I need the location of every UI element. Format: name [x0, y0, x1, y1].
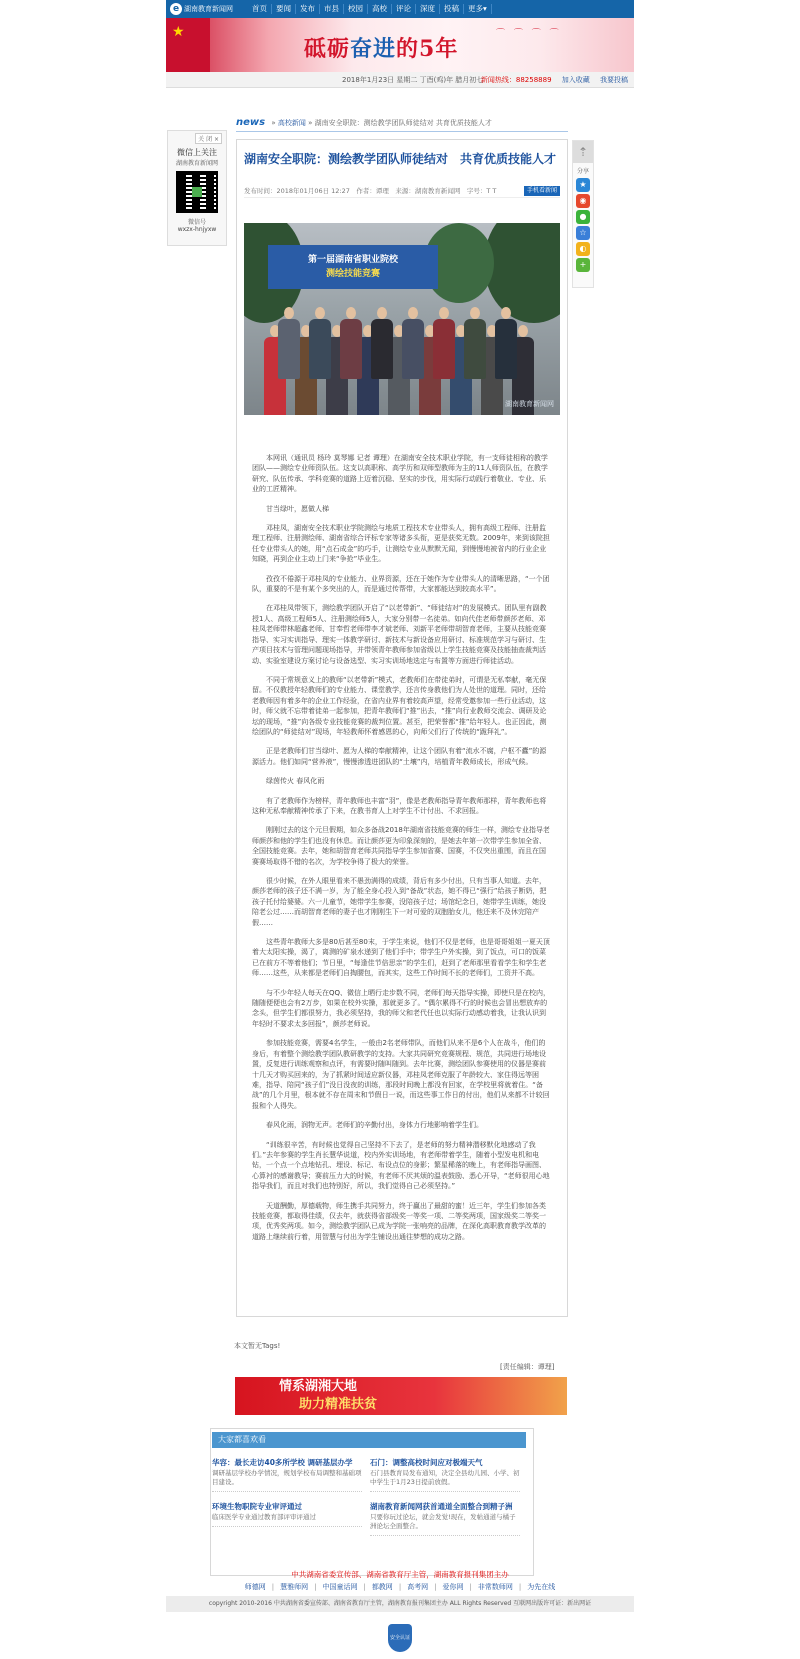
qr-code-icon [176, 171, 218, 213]
logo-e-icon: e [170, 3, 182, 15]
article-paragraph: 刚刚过去的这个元旦假期，如众多备战2018年湖南省技能竞赛的师生一样，测绘专业指导老师颜莎和他的学生们也没有休息。而让颜莎更为印象深刻的，是她去年第一次带学生参加全省、全国技能竞赛。去年，她和胡智育老师共同指导学生参加省赛、国赛，不仅突出重围，而且在国赛赛场取得不错的名次，为学校争得了极大的荣誉。 [252, 826, 550, 866]
article-paragraph: 参加技能竞赛，需要4名学生，一般由2名老师带队，而他们从来不是6个人在战斗，他们的身后，有着整个测绘教学团队教研教学的支持。大家共同研究竞赛规程、规范，共同进行场地设置，反复进行训练观察和点评，有需要时随叫随到。去年比赛，测绘团队参赛使用的仪器是赛前十几天才购买回来的，为了抓紧时间适应新仪器，邓桂凤老师克服了年龄较大、家住得远等困难，指导、陪同“孩子们”没日没夜的训练，那段时间晚上都没有回家，在学校里将就着住。“备战”的几个月里，根本就不存在周末和节假日一说，而这些事工作日的付出，他们从来都不计较回报和个人得失。 [252, 1039, 550, 1110]
recommend-item-desc: 只要你玩过论坛，就会发觉!现在，发帖通道与橘子洲论坛全面整合。 [370, 1513, 516, 1530]
wechat-qr-box [167, 130, 227, 246]
article-paragraph: 与不少年轻人每天在QQ、微信上晒行走步数不同，老师们每天指导实操，即使只是在校内，随随便便也会有2万步，如果在校外实操，那就更多了。“偶尔累得不行的时候也会冒出想放弃的念头，但学生们都很努力，我必须坚持，我的师父和老代任也以实际行动感动着我，让我认识到年轻时不要求太多回报”，颜莎老师说。 [252, 988, 551, 1028]
site-logo[interactable] [170, 2, 244, 16]
article-photo [244, 223, 560, 415]
mobile-news-button[interactable]: 手机看新闻 [524, 186, 560, 196]
breadcrumb-category[interactable]: 高校新闻 [277, 119, 306, 127]
recommend-item-title[interactable]: 环境生物职院专业审评通过 [212, 1502, 302, 1511]
article-paragraph: 绿茵传火 春风化雨 [266, 777, 325, 786]
person-head [346, 307, 356, 319]
article-tags: 本文暂无Tags! [234, 1342, 281, 1350]
person-figure [309, 319, 331, 379]
badge-label: 安全认证 [389, 1635, 410, 1641]
person-figure [495, 319, 517, 379]
breadcrumb-sep: » [271, 119, 276, 127]
recommend-item-desc: 调研基层学校办学情况，规划学校布局调整和基础项目建设。 [212, 1469, 362, 1486]
recommend-title: 大家都喜欢看 [212, 1432, 526, 1448]
footer-link-divider: | [469, 1583, 472, 1591]
date-text: 2018年1月23日 星期二 丁酉(鸡)年 腊月初七 [342, 76, 484, 84]
banner-title-c: 的5年 [396, 36, 459, 62]
person-head [439, 307, 449, 319]
article-paragraph: 不同于常规意义上的教师“以老带新”模式，老教师们在带徒弟时，可谓是无私奉献，毫无保留。不仅教授年轻教师们的专业能力、课堂教学，还言传身教他们为人处世的道理。同时，还给老教师因有着多年的企业工作经验，在省内业界有着较高声望，经常受邀参加一些行业活动，这时，师父就不忘带着徒弟一起参加，把青年教师们“推”出去，“推”向行业教师交流会、调研及论坛的现场，“推”向各级专业技能竞赛的裁判位置。甚至，把荣誉都“推”给年轻人。也正因此，测绘团队的“师徒结对”现场，年轻教师怀着感恩的心，向师父们行了传统的“跪拜礼”。 [252, 675, 547, 736]
article-paragraph: 邓桂凤，湖南安全技术职业学院测绘与地质工程技术专业带头人，拥有高级工程师、注册监理工程师、注册测绘师、湖南省综合评标专家等诸多头衔，更是获奖无数。2009年，来到该院担任专业带头人的她，用“点石成金”的巧手，让测绘专业从默默无闻，到慢慢地被省内的行业企业知晓，再到企业主动上门来“争抢”毕业生。 [252, 524, 550, 564]
person-head [518, 325, 528, 337]
qr-wechat-id: wxzx-hnjyxw [177, 226, 217, 233]
article-paragraph: 天道酬勤，厚德载物，师生携手共同努力，终于赢出了最甜的蜜！近三年，学生们参加各类技能竞赛，都取得佳绩，仅去年，就获得省部级奖一等奖一项、二等奖两项，国家级奖二等奖一项，优秀奖两项。如今，测绘教学团队已成为学院一张响亮的品牌，在深化高职教育教学改革的道路上继续前行着，用智慧与付出为学生铺设出通往梦想的成功之路。 [252, 1201, 546, 1241]
footer-link-divider: | [314, 1583, 317, 1591]
photo-banner-line1: 第一届湖南省职业院校 [307, 255, 398, 265]
nav-item[interactable]: 更多▾ [464, 4, 492, 14]
banner-title [304, 32, 458, 63]
article-paragraph: 很少时候，在外人眼里看来不愚劲满得的成绩，背后有多少付出，只有当事人知道。去年，颜莎老师的孩子还不满一岁，为了能全身心投入到“备战”状态，她不得已“强行”给孩子断奶，把孩子托付给婆婆。六一儿童节，她带学生参赛，没陪孩子过；场馆纪念日，她带学生训练，她没陪老公过……而胡智育老师的妻子也才刚刚生下一对可爱的双胞胎女儿，他还来不及休完陪产假…… [252, 877, 547, 927]
article-paragraph: 春风化雨，润物无声。老师们的辛勤付出，身体力行地影响着学生们。 [266, 1121, 483, 1130]
nav-item[interactable]: 投稿 [440, 4, 464, 14]
banner-title-b: 奋进 [350, 36, 397, 62]
recommend-item-title[interactable]: 湖南教育新闻网获首通道全面整合到精子洲 [370, 1502, 513, 1511]
nav-item[interactable]: 要闻 [272, 4, 296, 14]
nav-item[interactable]: 高校 [368, 4, 392, 14]
birds-icon: ⌒ ⌒ ⌒ ⌒ [496, 29, 562, 39]
article-body [252, 453, 552, 1251]
security-badge-icon[interactable] [388, 1624, 412, 1652]
person-figure [433, 319, 455, 379]
submit-article-link[interactable]: 我要投稿 [600, 76, 628, 84]
list-item[interactable] [212, 1458, 362, 1492]
star-icon[interactable]: ☆ [576, 226, 590, 240]
qr-label: 微信号 [187, 219, 206, 226]
share-bar [572, 140, 594, 288]
article-title: 湖南安全职院：测绘教学团队师徒结对 共育优质技能人才 [244, 152, 557, 166]
article-editor: [责任编辑：谭理] [500, 1363, 555, 1371]
footer-link-divider: | [518, 1583, 522, 1591]
nav-item[interactable]: 首页 [248, 4, 272, 14]
add-icon[interactable]: + [576, 258, 590, 272]
flag-icon: ★ [166, 18, 210, 72]
close-button[interactable]: 关 闭 × [195, 133, 222, 144]
footer-link[interactable]: 爱你网 [442, 1583, 464, 1591]
article-paragraph: 在邓桂凤带领下，测绘教学团队开启了“以老带新”、“师徒结对”的发展模式。团队里有副教授1人、高级工程师5人、注册测绘师5人，大家分别带一名徒弟。如向代佳老师带颜莎老师、邓桂凤老师带林超鑫老师、甘奉哲老师带李才斌老师、刘新平老师带胡智育老师，主要从技能竞赛指导、实习实训指导、理实一体教学研讨、新技术与新设备应用研讨、标准规范学习与研讨、生产项目技术与管理问题现场指导，并带领青年教师参加省级以上学生技能竞赛及技能抽查裁判活动、实验室建设方案讨论与设备选型、实习实训场地选定与布置等方面进行师徒活动。 [252, 604, 547, 665]
footer-links [0, 1582, 800, 1592]
article-paragraph: 甘当绿叶，愿做人梯 [266, 504, 329, 513]
breadcrumb-current: 湖南安全职院：测绘教学团队师徒结对 共育优质技能人才 [314, 119, 492, 127]
footer-link[interactable]: 中国童话网 [322, 1583, 358, 1591]
footer-link[interactable]: 为先在线 [527, 1583, 556, 1591]
header-banner [166, 18, 634, 72]
list-item[interactable] [212, 1502, 362, 1527]
article-paragraph: 孜孜不倦源于邓桂凤的专业能力、业界资源，还在于她作为专业带头人的清晰思路，“一个团队，重要的不是有某个多突出的人，而是通过传帮带，大家都能达到较高水平”。 [252, 574, 550, 594]
ad-line2: 助力精准扶贫 [299, 1397, 378, 1412]
recommend-item-desc: 临床医学专业通过教育部评审评通过 [212, 1513, 316, 1521]
list-item[interactable] [370, 1458, 520, 1492]
article-meta [244, 186, 560, 198]
ad-line1: 情系湖湘大地 [279, 1379, 358, 1394]
hotline-number: 88258889 [515, 76, 552, 84]
breadcrumb-sep-2: » [308, 119, 313, 127]
add-favorite-link[interactable]: 加入收藏 [561, 76, 590, 84]
footer-link-divider: | [271, 1583, 275, 1591]
photo-banner [268, 245, 438, 289]
footer-link-divider: | [363, 1583, 366, 1591]
nav-item[interactable]: 校园 [344, 4, 368, 14]
person-head [315, 307, 325, 319]
person-head [501, 307, 511, 319]
article-paragraph: “训练很辛苦，有时候也觉得自己坚持不下去了，是老师的努力精神潜移默化地感动了我们。”去年参赛的学生肖长慧华说道，校内外实训场地，有老师带着学生，随着小型发电机和电钻，一个点一个点地钻孔、埋设、标记、布设点位的身影；繁星稀落的晚上，有老师指导画图、心算衬的感谢教导；赛前压力大的时候，有老师不厌其烦的温表鼓励、悉心开导，“老师很用心地指导我们，而且对我们也特别好，所以，我们觉得自己必须坚持。” [252, 1140, 550, 1191]
article-paragraph: 本网讯（通讯员 杨玲 莫琴娜 记者 谭理）在湖南安全技术职业学院，有一支师徒相称的教学团队——测绘专业师资队伍。这支以高职称、高学历和双师型教师为主的11人师资队伍，在教学研究、队伍传承、学科竞赛的道路上迈着沉稳、坚实的步伐，用实际行动践行着敬业、专业、乐业的工匠精神。 [252, 454, 548, 494]
qr-title: 微信上关注 [177, 148, 217, 157]
recommend-item-desc: 石门县教育局发布通知，决定全县幼儿园、小学、初中学生于1月23日提前放假。 [370, 1469, 520, 1486]
footer-link[interactable]: 非常数师网 [477, 1583, 513, 1591]
qq-icon[interactable]: ◐ [576, 242, 590, 256]
nav-item[interactable]: 深度 [416, 4, 440, 14]
main-nav [248, 0, 492, 18]
poverty-ad-banner[interactable] [235, 1377, 567, 1415]
photo-banner-line2: 测绘技能竞赛 [325, 269, 380, 279]
footer-link-divider: | [398, 1583, 402, 1591]
footer-link[interactable]: 师德网 [244, 1583, 266, 1591]
news-logo: news [236, 117, 266, 128]
footer-link[interactable]: 都教网 [371, 1583, 393, 1591]
photo-watermark: 湖南教育新闻网 [505, 400, 554, 408]
person-head [284, 307, 294, 319]
nav-item[interactable]: 发布 [296, 4, 320, 14]
recommend-item-title[interactable]: 华容：最长走访40多所学校 调研基层办学 [212, 1458, 353, 1467]
copyright: copyright 2010-2016 中共湖南省委宣传部、湖南省教育厅主管，湖南教育报刊集团主办 ALL Rights Reserved 互联网出版许可证：新出网证 [166, 1596, 634, 1612]
person-head [470, 307, 480, 319]
recommend-item-title[interactable]: 石门：调整高校时间应对极端天气 [370, 1458, 483, 1467]
article-paragraph: 正是老教师们甘当绿叶、愿为人梯的奉献精神，让这个团队有着“流水不腐，户枢不蠹”的源源活力。他们如同“营养液”，慢慢渗透进团队的“土壤”内，培植青年教师成长，形成气候。 [252, 747, 547, 766]
footer-sponsor: 中共湖南省委宣传部、湖南省教育厅主管，湖南教育报刊集团主办 [291, 1570, 509, 1579]
person-head [377, 307, 387, 319]
person-figure [278, 319, 300, 379]
hotline-label: 新闻热线： [480, 76, 516, 84]
nav-item[interactable]: 评论 [392, 4, 416, 14]
breadcrumb [236, 114, 568, 132]
list-item[interactable] [370, 1502, 520, 1536]
date-bar [166, 72, 634, 88]
footer-link[interactable]: 高考网 [407, 1583, 429, 1591]
nav-item[interactable]: 市县 [320, 4, 344, 14]
back-to-top-icon[interactable]: ⇡ [573, 141, 593, 163]
qr-subtitle: 湖南教育新闻网 [175, 160, 218, 167]
article-meta-text: 发布时间：2018年01月06日 12:27 作者：谭理 来源：湖南教育新闻网 字号：T T [244, 187, 497, 195]
article-paragraph: 这些青年教师大多是80后甚至80末，于学生来说，他们不仅是老师，也是哥哥姐姐一夏天顶着大太阳实操，渴了，离测的矿泉水递到了他们手中；带学生户外实操，到了饭点，可口的饭菜已在前方不等着他们；节日里，“每逢佳节倍思亲”的学生们，赶到了老师那里看看学生和学生老师……这些，从来都是老师们自掏腰包，而其实，这些工作时间不长的老师们，工资并不高。 [252, 938, 550, 978]
wechat-icon[interactable]: ● [576, 210, 590, 224]
person-figure [340, 319, 362, 379]
article-paragraph: 有了老教师作为榜样，青年教师也丰富“羽”，像是老教师指导青年教师那样，青年教师也将这种无私奉献精神传承了下来，在教书育人上对学生不计付出、不求回报。 [252, 796, 547, 815]
person-figure [464, 319, 486, 379]
qzone-icon[interactable]: ★ [576, 178, 590, 192]
person-figure [371, 319, 393, 379]
person-figure [402, 319, 424, 379]
share-label: 分享 [576, 168, 589, 175]
person-head [408, 307, 418, 319]
footer-link[interactable]: 慧雅师网 [280, 1583, 309, 1591]
site-logo-text: 湖南教育新闻网 [184, 5, 233, 13]
banner-title-a: 砥砺 [304, 36, 351, 62]
weibo-icon[interactable]: ◉ [576, 194, 590, 208]
footer-link-divider: | [434, 1583, 437, 1591]
